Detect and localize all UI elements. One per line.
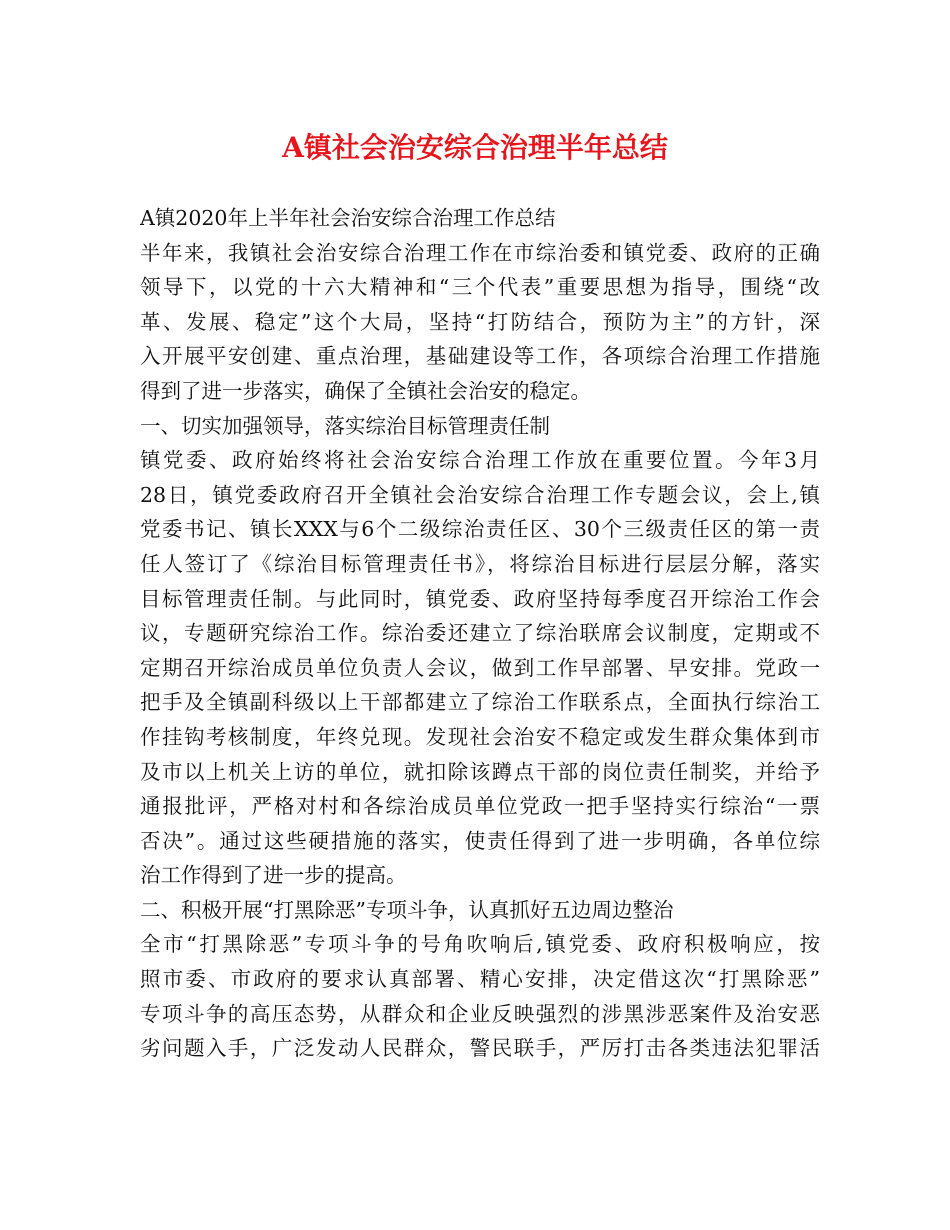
paragraph-line: 否决”。通过这些硬措施的落实，使责任得到了进一步明确，各单位综 (140, 828, 820, 853)
paragraph-line: 入开展平安创建、重点治理，基础建设等工作，各项综合治理工作措施 (140, 344, 820, 369)
paragraph-line: 半年来，我镇社会治安综合治理工作在市综治委和镇党委、政府的正确 (140, 240, 820, 265)
document-title: A镇社会治安综合治理半年总结 (282, 131, 668, 164)
paragraph-line: 党委书记、镇长XXX与6个二级综治责任区、30个三级责任区的第一责 (140, 517, 820, 542)
paragraph-line: 把手及全镇副科级以上干部都建立了综治工作联系点，全面执行综治工 (140, 690, 820, 715)
paragraph-line: 镇党委、政府始终将社会治安综合治理工作放在重要位置。今年3月 (140, 448, 820, 473)
paragraph-line: 领导下，以党的十六大精神和“三个代表”重要思想为指导，围绕“改 (140, 275, 820, 300)
paragraph-line: 革、发展、稳定”这个大局，坚持“打防结合，预防为主”的方针，深 (140, 309, 820, 334)
document-body (140, 201, 820, 1066)
paragraph-line: 通报批评，严格对村和各综治成员单位党政一把手坚持实行综治“一票 (140, 794, 820, 819)
paragraph-line: 任人签订了《综治目标管理责任书》，将综治目标进行层层分解，落实 (140, 551, 820, 576)
section-heading: 一、切实加强领导，落实综治目标管理责任制 (140, 413, 550, 438)
section-heading: 二、积极开展“打黑除恶”专项斗争，认真抓好五边周边整治 (140, 897, 674, 922)
paragraph-line: 作挂钩考核制度，年终兑现。发现社会治安不稳定或发生群众集体到市 (140, 724, 820, 749)
paragraph-line: 28日，镇党委政府召开全镇社会治安综合治理工作专题会议，会上,镇 (140, 482, 820, 507)
paragraph-line: 照市委、市政府的要求认真部署、精心安排，决定借这次“打黑除恶” (140, 967, 820, 992)
paragraph-line: 及市以上机关上访的单位，就扣除该蹲点干部的岗位责任制奖，并给予 (140, 759, 820, 784)
paragraph-line: 定期召开综治成员单位负责人会议，做到工作早部署、早安排。党政一 (140, 655, 820, 680)
paragraph-line: 劣问题入手，广泛发动人民群众，警民联手，严厉打击各类违法犯罪活 (140, 1036, 820, 1061)
paragraph-line: 全市“打黑除恶”专项斗争的号角吹响后,镇党委、政府积极响应，按 (140, 932, 820, 957)
paragraph-line: 专项斗争的高压态势，从群众和企业反映强烈的涉黑涉恶案件及治安恶 (140, 1001, 820, 1026)
paragraph-line: 得到了进一步落实，确保了全镇社会治安的稳定。 (140, 378, 591, 403)
paragraph-line: 议，专题研究综治工作。综治委还建立了综治联席会议制度，定期或不 (140, 621, 820, 646)
subtitle-line: A镇2020年上半年社会治安综合治理工作总结 (140, 206, 556, 230)
paragraph-line: 治工作得到了进一步的提高。 (140, 863, 407, 888)
paragraph-line: 目标管理责任制。与此同时，镇党委、政府坚持每季度召开综治工作会 (140, 586, 820, 611)
